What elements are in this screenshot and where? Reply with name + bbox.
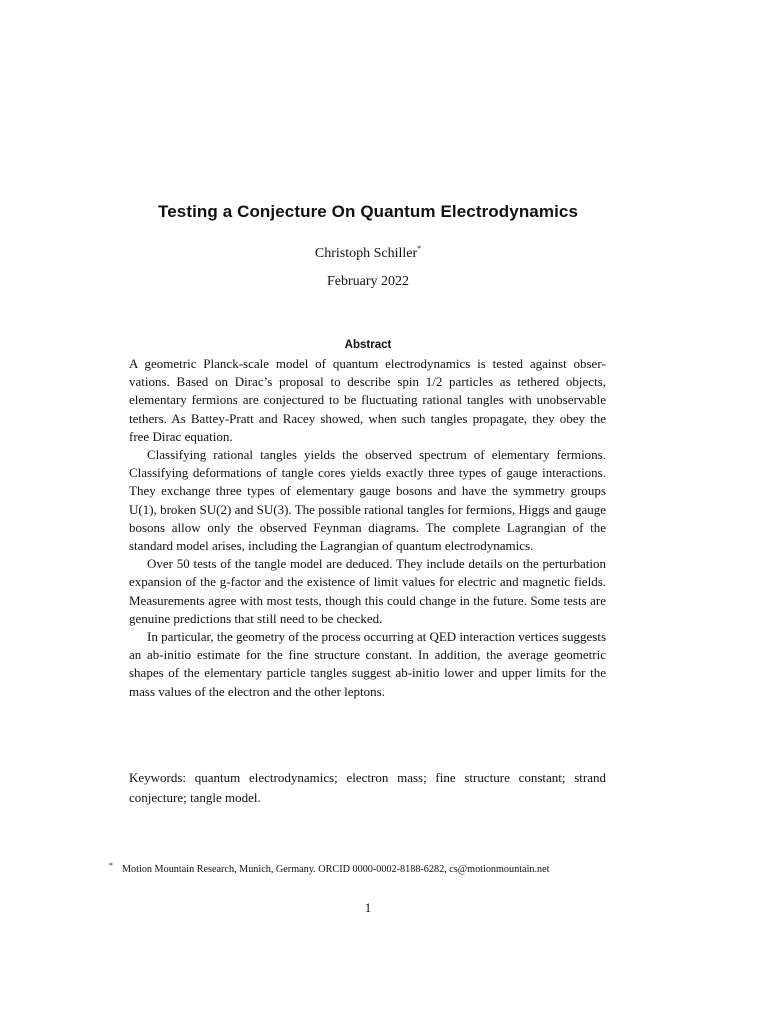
author-name: Christoph Schiller: [314, 246, 418, 261]
abstract-heading: Abstract: [344, 339, 392, 351]
page-number: 1: [364, 900, 372, 915]
abstract-paragraph: A geometric Planck-scale model of quantum electrodynamics is tested against observations. Based on Dirac’s proposal to describe spin 1/2 particles as tethered objects, elementary fermions are conjectured to be fluctuating rational tangles with unobservable tethers. As Battey-Pratt and Racey showed, when such tangles propagate, they obey the free Dirac equation.: [129, 356, 606, 444]
paper-title: Testing a Conjecture On Quantum Electrodynamics: [157, 202, 579, 221]
author-footnote-mark: *: [417, 244, 422, 253]
abstract-body: [129, 355, 606, 701]
footnote-mark: *: [109, 861, 113, 870]
paper-date: February 2022: [326, 274, 410, 289]
footnote-text: Motion Mountain Research, Munich, Germany. ORCID 0000-0002-8188-6282, cs@motionmountain.net: [122, 864, 550, 875]
abstract-paragraph: In particular, the geometry of the process occurring at QED interaction vertices suggests an ab-initio estimate for the fine structure constant. In addition, the average geometric shapes of the elementary particle tangles suggest ab-initio lower and upper limits for the mass values of the electron and the other leptons.: [129, 629, 607, 699]
abstract-paragraph: Classifying rational tangles yields the observed spectrum of elementary fermions. Classifying deformations of tangle cores yields exactly three types of gauge interactions. They exchange three types of elementary gauge bosons and have the symmetry groups U(1), broken SU(2) and SU(3). The possible rational tangles for fermions, Higgs and gauge bosons allow only the observed Feynman diagrams. The complete Lagrangian of the standard model arises, including the Lagrangian of quantum electrodynamics.: [129, 447, 606, 554]
author-line: [0, 244, 736, 262]
abstract-paragraph: Over 50 tests of the tangle model are deduced. They include details on the perturbation expansion of the g-factor and the existence of limit values for electric and magnetic fields. Measurements agree with most tests, though this could change in the future. Some tests are genuine predictions that still need to be checked.: [129, 556, 606, 626]
keywords: Keywords: quantum electrodynamics; electron mass; fine structure constant; strand conjecture; tangle model.: [129, 770, 606, 805]
